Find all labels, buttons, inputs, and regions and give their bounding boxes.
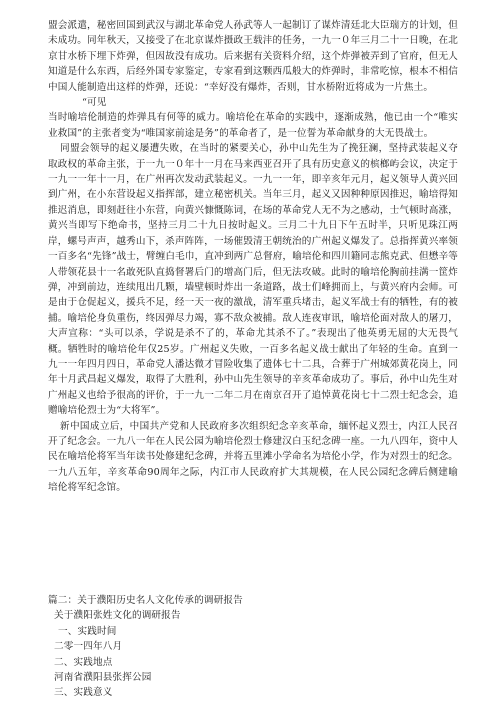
section-title: 篇二：关于濮阳历史名人文化传承的调研报告 [48, 595, 243, 606]
item-practice-place-value: 河南省濮阳县张挥公园 [54, 672, 152, 684]
paragraph-1: 盟会派遣，秘密回国到武汉与湖北革命党人孙武等人一起制订了谋炸清廷北大臣瑞方的计划，但未成功。同年秋天，又接受了在北京谋炸摄政王载沣的任务，一九一０年三月二十一日晚，在北京甘水桥下埋下炸弹，但因故没有成功。后来据有关资料介绍，这个炸弹被弄到了官府，但无人知道是什么东西，后经外国专家鉴定，专家看到这颗西瓜般大的炸弹时，非常吃惊，根本不相信中国人能制造出这样的炸弹，还说：“幸好没有爆炸，否则，甘水桥附近将成为一片焦土。 [48, 20, 458, 93]
paragraph-3: 当时喻培伦制造的炸弹具有何等的威力。喻培伦在革命的实践中，逐渐成熟，他已由一个“唯实业救国”的主张者变为“唯国家前途是务”的革命者了，是一位誓为革命献身的大无畏战士。 [48, 112, 458, 139]
report-title: 关于濮阳张姓文化的调研报告 [54, 610, 181, 622]
item-practice-meaning-heading: 三、实践意义 [54, 687, 113, 699]
paragraph-5: 新中国成立后，中国共产党和人民政府多次组织纪念辛亥革命，缅怀起义烈士，内江人民召开了纪念会。一九八一年在人民公园为喻培伦烈士修建汉白玉纪念碑一座。一九八四年，资中人民在喻培伦将军当年读书处修建纪念碑，并将五里滩小学命名为培伦小学，作为对烈士的纪念。一九八五年，辛亥革命90周年之际，内江市人民政府扩大其规模，在人民公园纪念碑后侧建喻培伦将军纪念馆。 [48, 420, 458, 494]
item-practice-place-heading: 二、实践地点 [54, 656, 113, 668]
item-practice-time-value: 二零一四年八月 [54, 641, 123, 653]
paragraph-4: 同盟会领导的起义屡遭失败，在当时的紧要关心，孙中山先生为了挽狂澜，坚持武装起义夺取政权的革命主张，于一九一０年十一月在马来西亚召开了具有历史意义的槟榔屿会议，决定于一九一一年十一月，在广州再次发动武装起义。一九一一年，即辛亥年元月，起义领导人黄兴回到广州，在小东营设起义指挥部，建立秘密机关。当年三月，起义又因种种原因推迟，喻培得知推迟消息，即刻赶往小东营，向黄兴慷慨陈词，在场的革命党人无不为之感动，士气顿时高涨，黄兴当即写下绝命书，坚持三月二十九日按时起义。三月二十九日下午五时半，只听见珠江两岸，螺号声声，越秀山下，杀声阵阵，一场催毁清王朝统治的广州起义爆发了。总指挥黄兴率领一百多名“先锋”战士，臂缠白毛巾，直冲到两广总督府，喻培伦和四川籍同志熊克武、但懋辛等人带领花县十一名敢死队直捣督署后门的增高门后，但无法攻破。此时的喻培伦胸前挂满一筐炸弹，冲到前边，连续甩出几颗，墙壁顿时炸出一条道路，战士们峰拥而上，与黄兴府内会师。可是由于仓促起义，援兵不足，经一天一夜的激战，清军重兵堵击，起义军战士有的牺牲，有的被捕。喻培伦身负重伤，终因弹尽力竭，寡不敌众被捕。敌人连夜审讯，喻培伦面对敌人的屠刀，大声宣称：“头可以杀，学说是杀不了的，革命尤其杀不了。”表现出了他英勇无屈的大无畏气概。牺牲时的喻培伦年仅25岁。广州起义失败，一百多名起义战士献出了年轻的生命。直到一九一一年四月四日，革命党人潘达微才冒险收集了遗体七十二具，合葬于广州城郊黄花岗上，同年十月武昌起义爆发，取得了大胜利，孙中山先生领导的辛亥革命成功了。事后，孙中山先生对广州起义也给予很高的评价，于一九一二年二月在南京召开了追悼黄花岗七十二烈士纪念会，追赠喻培伦烈士为“大将军”。 [48, 143, 458, 417]
item-practice-time-heading: 一、实践时间 [58, 625, 117, 637]
paragraph-2: “可见 [82, 97, 107, 109]
report-section [48, 593, 468, 701]
article-body [48, 18, 458, 496]
